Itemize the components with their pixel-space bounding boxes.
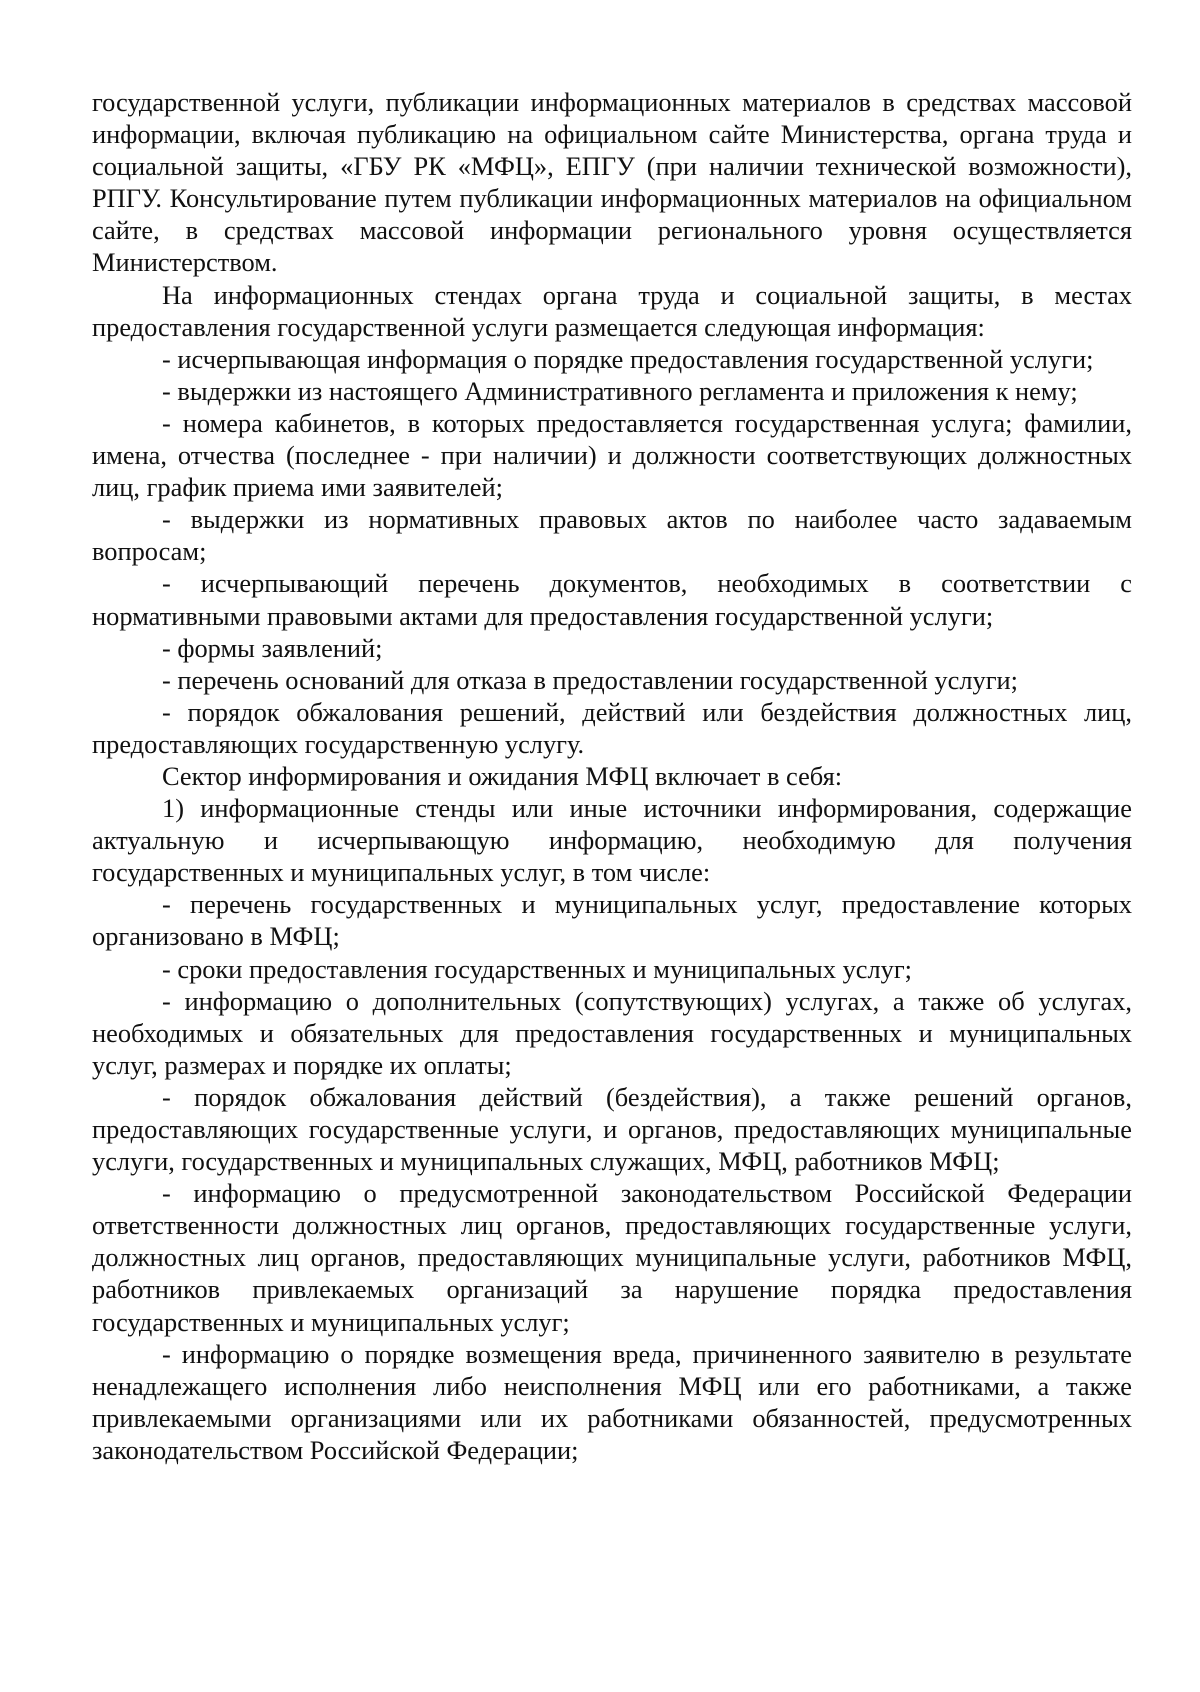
- paragraph-stands-intro: На информационных стендах органа труда и социальной защиты, в местах предоставления государственной услуги размещается следующая информация:: [92, 279, 1132, 342]
- list-item: - информацию о предусмотренной законодательством Российской Федерации ответственности должностных лиц органов, предоставляющих государственные услуги, должностных лиц органов, предоставляющих муниципальные услуги, работников МФЦ, работников привлекаемых организаций за нарушение порядка предоставления государственных и муниципальных услуг;: [92, 1178, 1132, 1337]
- list-item: - номера кабинетов, в которых предоставляется государственная услуга; фамилии, имена, отчества (последнее - при наличии) и должности соответствующих должностных лиц, график приема ими заявителей;: [92, 407, 1132, 503]
- list-item: - выдержки из нормативных правовых актов по наиболее часто задаваемым вопросам;: [92, 504, 1132, 567]
- list-item: - формы заявлений;: [162, 632, 383, 663]
- list-item: - информацию о порядке возмещения вреда, причиненного заявителю в результате ненадлежащего исполнения либо неисполнения МФЦ или его работниками, а также привлекаемыми организациями или их работниками обязанностей, предусмотренных законодательством Российской Федерации;: [92, 1338, 1132, 1465]
- numbered-item: 1) информационные стенды или иные источники информирования, содержащие актуальную и исчерпывающую информацию, необходимую для получения государственных и муниципальных услуг, в том числе:: [92, 793, 1132, 888]
- list-item: - исчерпывающая информация о порядке предоставления государственной услуги;: [162, 343, 1094, 374]
- list-item: - перечень государственных и муниципальных услуг, предоставление которых организовано в МФЦ;: [92, 889, 1132, 952]
- list-item: - информацию о дополнительных (сопутствующих) услугах, а также об услугах, необходимых и обязательных для предоставления государственных и муниципальных услуг, размерах и порядке их оплаты;: [92, 985, 1132, 1080]
- list-item: - выдержки из настоящего Административного регламента и приложения к нему;: [162, 375, 1078, 406]
- list-item: - исчерпывающий перечень документов, необходимых в соответствии с нормативными правовыми актами для предоставления государственной услуги;: [92, 568, 1132, 631]
- list-item: - перечень оснований для отказа в предоставлении государственной услуги;: [162, 664, 1018, 695]
- paragraph-continuation: государственной услуги, публикации информационных материалов в средствах массовой информации, включая публикацию на официальном сайте Министерства, органа труда и социальной защиты, «ГБУ РК «МФЦ», ЕПГУ (при наличии технической возможности), РПГУ. Консультирование путем публикации информационных материалов на официальном сайте, в средствах массовой информации регионального уровня осуществляется Министерством.: [92, 87, 1132, 278]
- list-item: - порядок обжалования действий (бездействия), а также решений органов, предоставляющих государственные услуги, и органов, предоставляющих муниципальные услуги, государственных и муниципальных служащих, МФЦ, работников МФЦ;: [92, 1081, 1132, 1177]
- list-item: - порядок обжалования решений, действий или бездействия должностных лиц, предоставляющих государственную услугу.: [92, 696, 1132, 759]
- document-page: [92, 86, 1132, 1466]
- paragraph-mfc-sector: Сектор информирования и ожидания МФЦ включает в себя:: [162, 760, 843, 791]
- list-item: - сроки предоставления государственных и муниципальных услуг;: [162, 953, 913, 984]
